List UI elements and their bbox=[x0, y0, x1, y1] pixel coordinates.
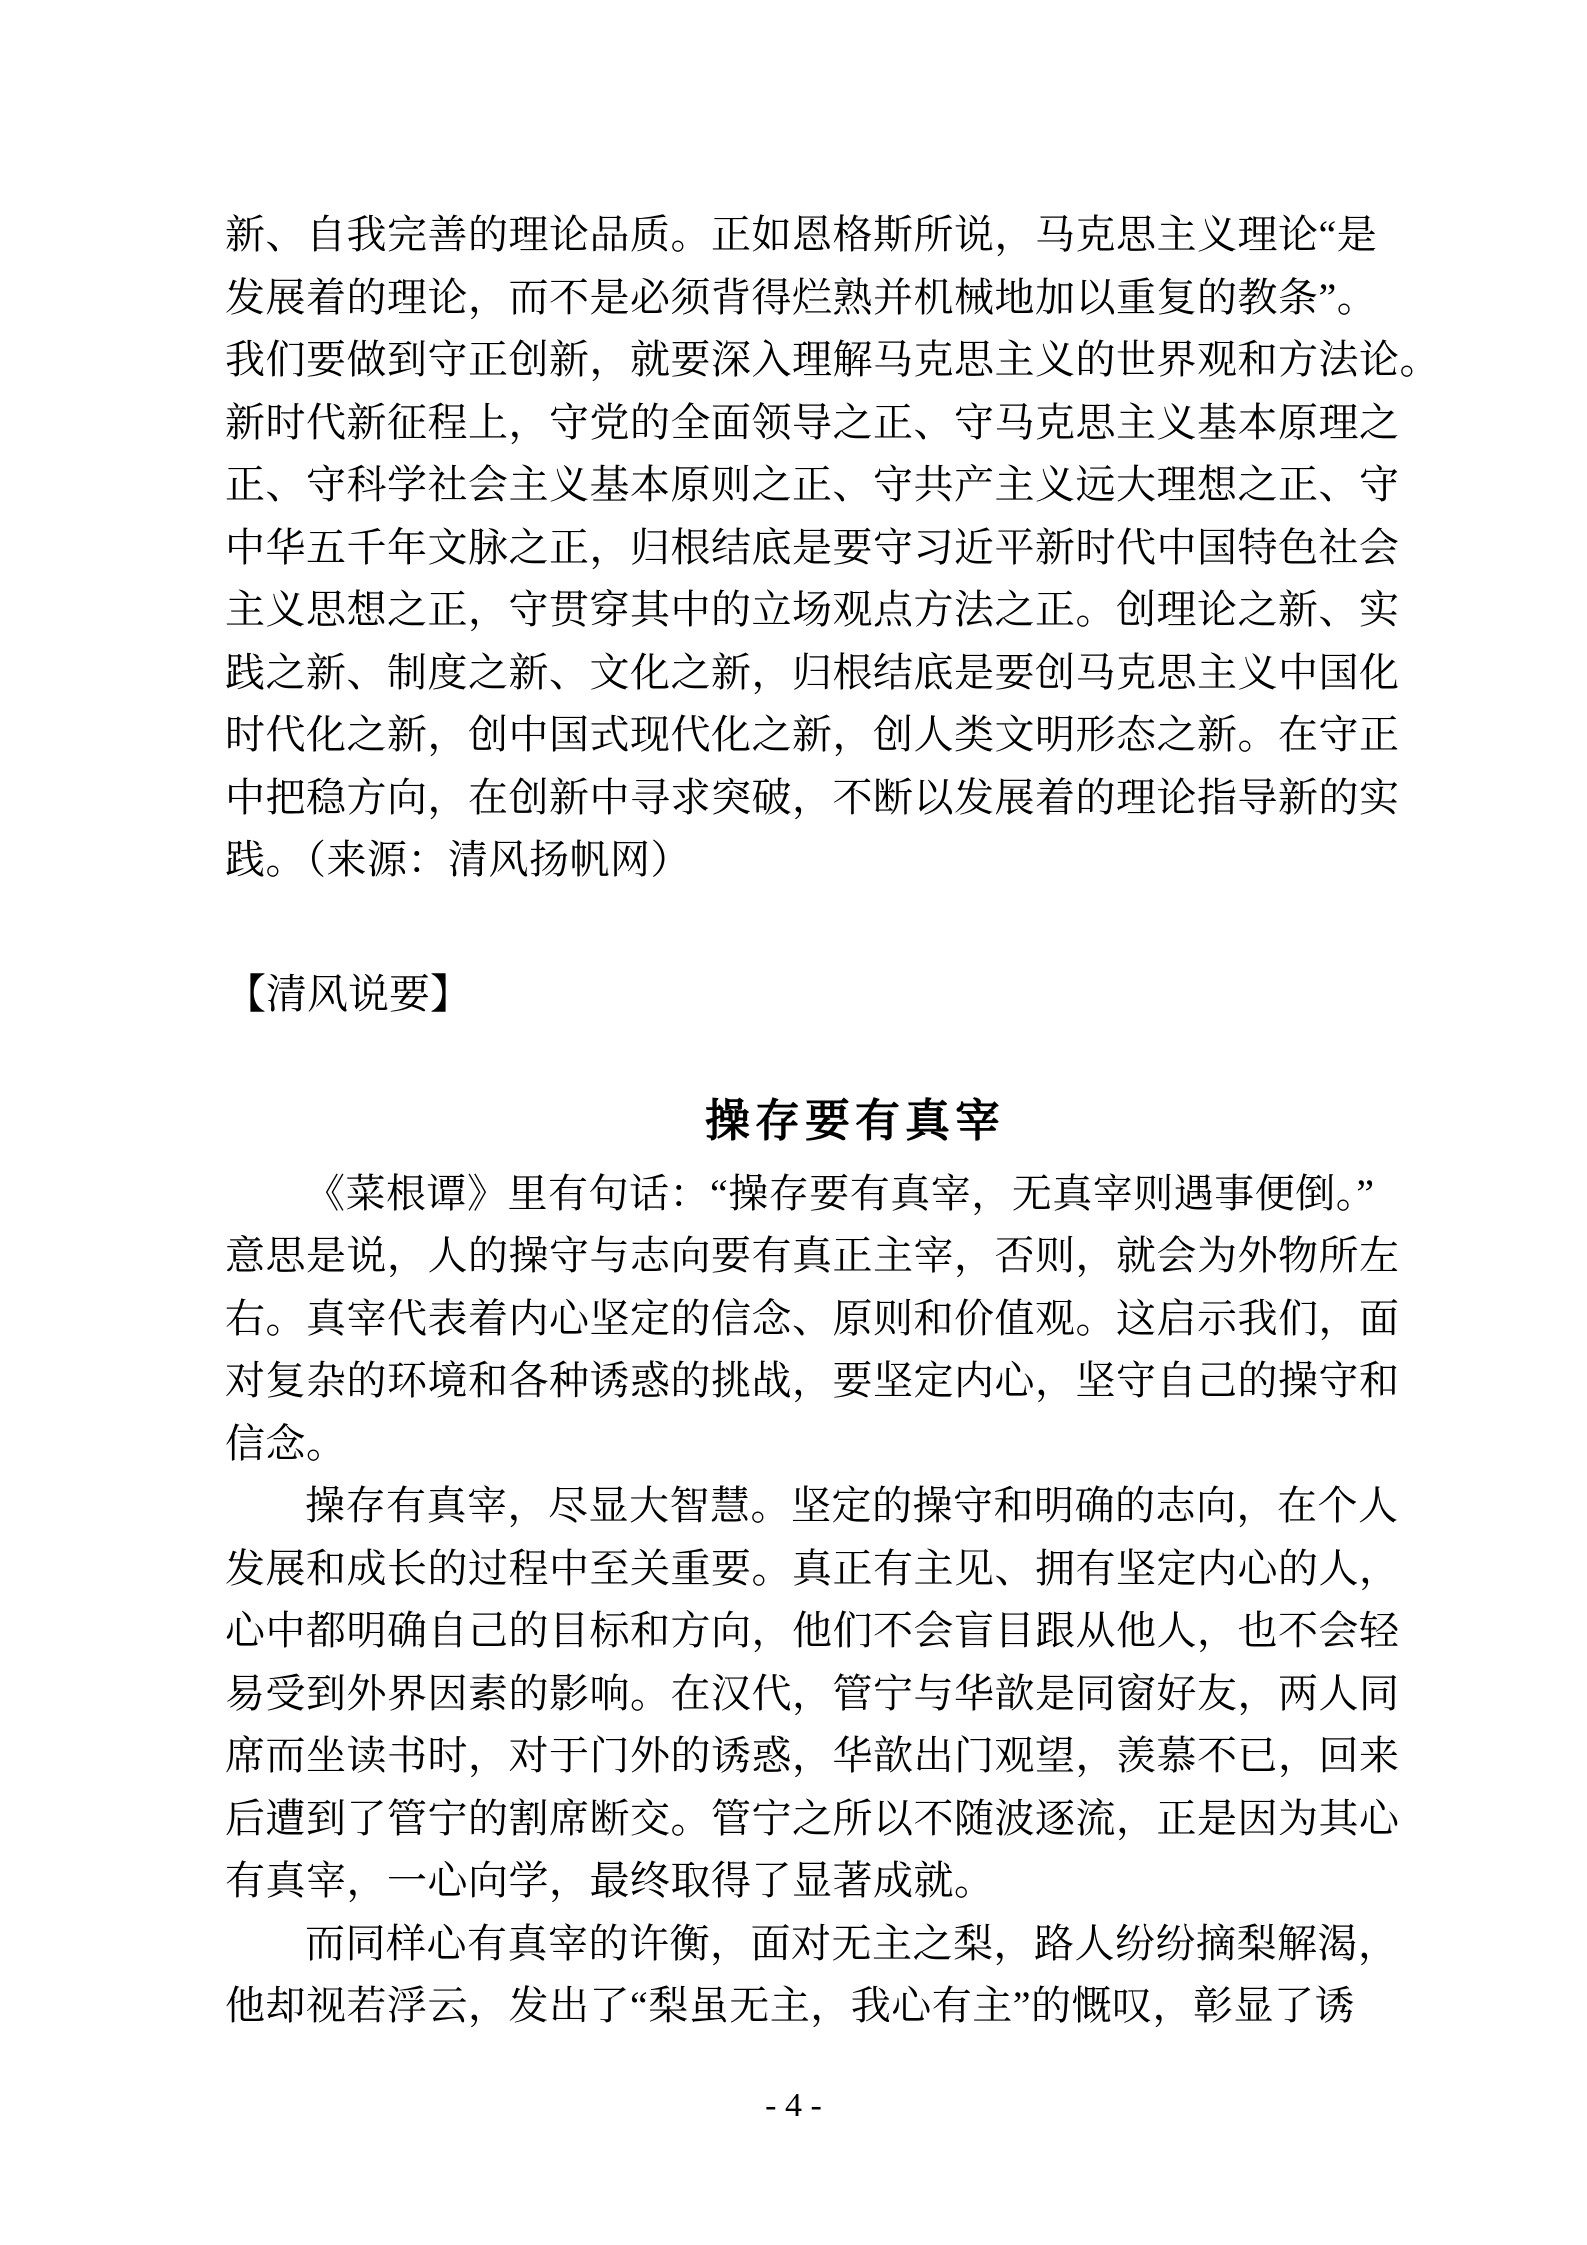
text-line: 意思是说，人的操守与志向要有真正主宰，否则，就会为外物所左 bbox=[225, 1233, 1400, 1278]
text-line: 后遭到了管宁的割席断交。管宁之所以不随波逐流，正是因为其心 bbox=[225, 1795, 1400, 1841]
text-line: 有真宰，一心向学，最终取得了显著成就。 bbox=[225, 1858, 995, 1903]
text-line: 《菜根谭》里有句话：“操存要有真宰，无真宰则遇事便倒。” bbox=[305, 1170, 1375, 1216]
text-line: 中华五千年文脉之正，归根结底是要守习近平新时代中国特色社会 bbox=[225, 524, 1400, 570]
article-paragraph-1 bbox=[225, 1163, 1425, 1476]
text-line: 新时代新征程上，守党的全面领导之正、守马克思主义基本原理之 bbox=[225, 399, 1400, 445]
article-paragraph-2 bbox=[225, 1475, 1425, 1913]
text-line: 右。真宰代表着内心坚定的信念、原则和价值观。这启示我们，面 bbox=[225, 1295, 1400, 1341]
text-line: 信念。 bbox=[225, 1420, 347, 1466]
text-line: 发展着的理论，而不是必须背得烂熟并机械地加以重复的教条”。 bbox=[225, 274, 1378, 320]
text-line: 操存有真宰，尽显大智慧。坚定的操守和明确的志向，在个人 bbox=[305, 1483, 1399, 1528]
text-line: 心中都明确自己的目标和方向，他们不会盲目跟从他人，也不会轻 bbox=[225, 1608, 1400, 1653]
article-title: 操存要有真宰 bbox=[704, 1096, 1005, 1146]
text-line: 席而坐读书时，对于门外的诱惑，华歆出门观望，羡慕不已，回来 bbox=[225, 1733, 1400, 1778]
article-paragraph-3 bbox=[225, 1913, 1425, 2038]
text-line: 践之新、制度之新、文化之新，归根结底是要创马克思主义中国化 bbox=[225, 649, 1400, 695]
text-line: 中把稳方向，在创新中寻求突破，不断以发展着的理论指导新的实 bbox=[225, 774, 1400, 820]
continuation-paragraph bbox=[225, 204, 1440, 892]
text-line: 易受到外界因素的影响。在汉代，管宁与华歆是同窗好友，两人同 bbox=[225, 1670, 1400, 1716]
text-line: 正、守科学社会主义基本原则之正、守共产主义远大理想之正、守 bbox=[225, 462, 1400, 507]
text-line: 我们要做到守正创新，就要深入理解马克思主义的世界观和方法论。 bbox=[225, 337, 1440, 382]
section-label: 【清风说要】 bbox=[225, 970, 471, 1017]
text-line: 新、自我完善的理论品质。正如恩格斯所说，马克思主义理论“是 bbox=[225, 212, 1378, 257]
text-line: 发展和成长的过程中至关重要。真正有主见、拥有坚定内心的人， bbox=[225, 1545, 1400, 1591]
page-number: - 4 - bbox=[765, 2086, 822, 2124]
text-line: 主义思想之正，守贯穿其中的立场观点方法之正。创理论之新、实 bbox=[225, 587, 1400, 632]
text-line: 时代化之新，创中国式现代化之新，创人类文明形态之新。在守正 bbox=[225, 712, 1400, 757]
text-line: 践。（来源：清风扬帆网） bbox=[225, 837, 691, 882]
text-line: 对复杂的环境和各种诱惑的挑战，要坚定内心，坚守自己的操守和 bbox=[225, 1358, 1400, 1403]
text-line: 而同样心有真宰的许衡，面对无主之梨，路人纷纷摘梨解渴， bbox=[305, 1920, 1399, 1966]
text-line: 他却视若浮云，发出了“梨虽无主，我心有主”的慨叹，彰显了诱 bbox=[225, 1983, 1356, 2028]
